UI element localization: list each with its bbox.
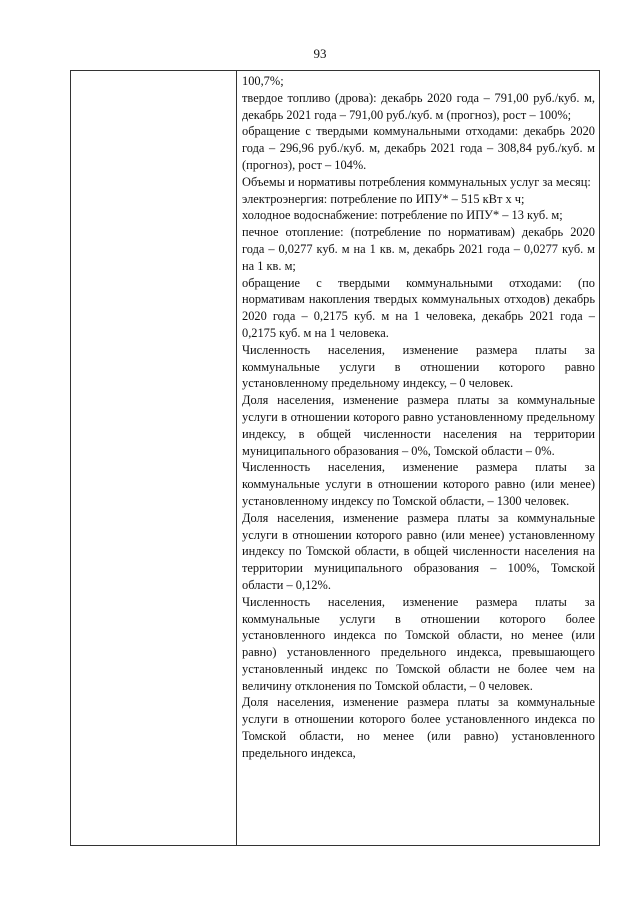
paragraph: Объемы и нормативы потребления коммунальных услуг за месяц: (242, 174, 591, 189)
paragraph: обращение с твердыми коммунальными отходами: декабрь 2020 года – 296,96 руб./куб. м, декабрь 2021 года – 308,84 руб./куб. м (прогноз), рост – 104%. (242, 124, 595, 172)
table-right-cell (237, 71, 599, 845)
page-number: 93 (313, 46, 327, 61)
paragraph: Доля населения, изменение размера платы за коммунальные услуги в отношении которого равно установленному предельному индексу, в общей численности населения на территории муниципального образования – 0%, Томской области – 0%. (242, 393, 595, 458)
paragraph: Численность населения, изменение размера платы за коммунальные услуги в отношении которого более установленного индекса по Томской области, но менее (или равно) установленного предельного индекса, превышающего установленный индекс по Томской области не более чем на величину отклонения по Томской области, – 0 человек. (242, 594, 595, 693)
table-left-cell (71, 71, 237, 845)
paragraph: обращение с твердыми коммунальными отходами: (по нормативам накопления твердых коммунальных отходов) декабрь 2020 года – 0,2175 куб. м на 1 человека, декабрь 2021 года – 0,2175 куб. м на 1 человека. (242, 275, 595, 340)
document-table (70, 70, 600, 846)
paragraph: Доля населения, изменение размера платы за коммунальные услуги в отношении которого равно (или менее) установленному индексу по Томской области, в общей численности населения на территории муниципального образования – 100%, Томской области – 0,12%. (242, 510, 595, 592)
paragraph: Доля населения, изменение размера платы за коммунальные услуги в отношении которого более установленного индекса по Томской области, но менее (или равно) установленного предельного индекса, (242, 695, 595, 760)
paragraph: твердое топливо (дрова): декабрь 2020 года – 791,00 руб./куб. м, декабрь 2021 года – 791,00 руб./куб. м (прогноз), рост – 100%; (242, 90, 595, 122)
paragraph: Численность населения, изменение размера платы за коммунальные услуги в отношении которого равно установленному предельному индексу, – 0 человек. (242, 342, 595, 391)
paragraph: 100,7%; (242, 74, 284, 88)
paragraph: печное отопление: (потребление по нормативам) декабрь 2020 года – 0,0277 куб. м на 1 кв. м, декабрь 2021 года – 0,0277 куб. м на 1 кв. м; (242, 225, 595, 273)
paragraph: электроэнергия: потребление по ИПУ* – 515 кВт х ч; (242, 191, 525, 206)
paragraph: Численность населения, изменение размера платы за коммунальные услуги в отношении которого равно (или менее) установленному индексу по Томской области, – 1300 человек. (242, 460, 595, 508)
paragraph: холодное водоснабжение: потребление по ИПУ* – 13 куб. м; (242, 208, 563, 223)
